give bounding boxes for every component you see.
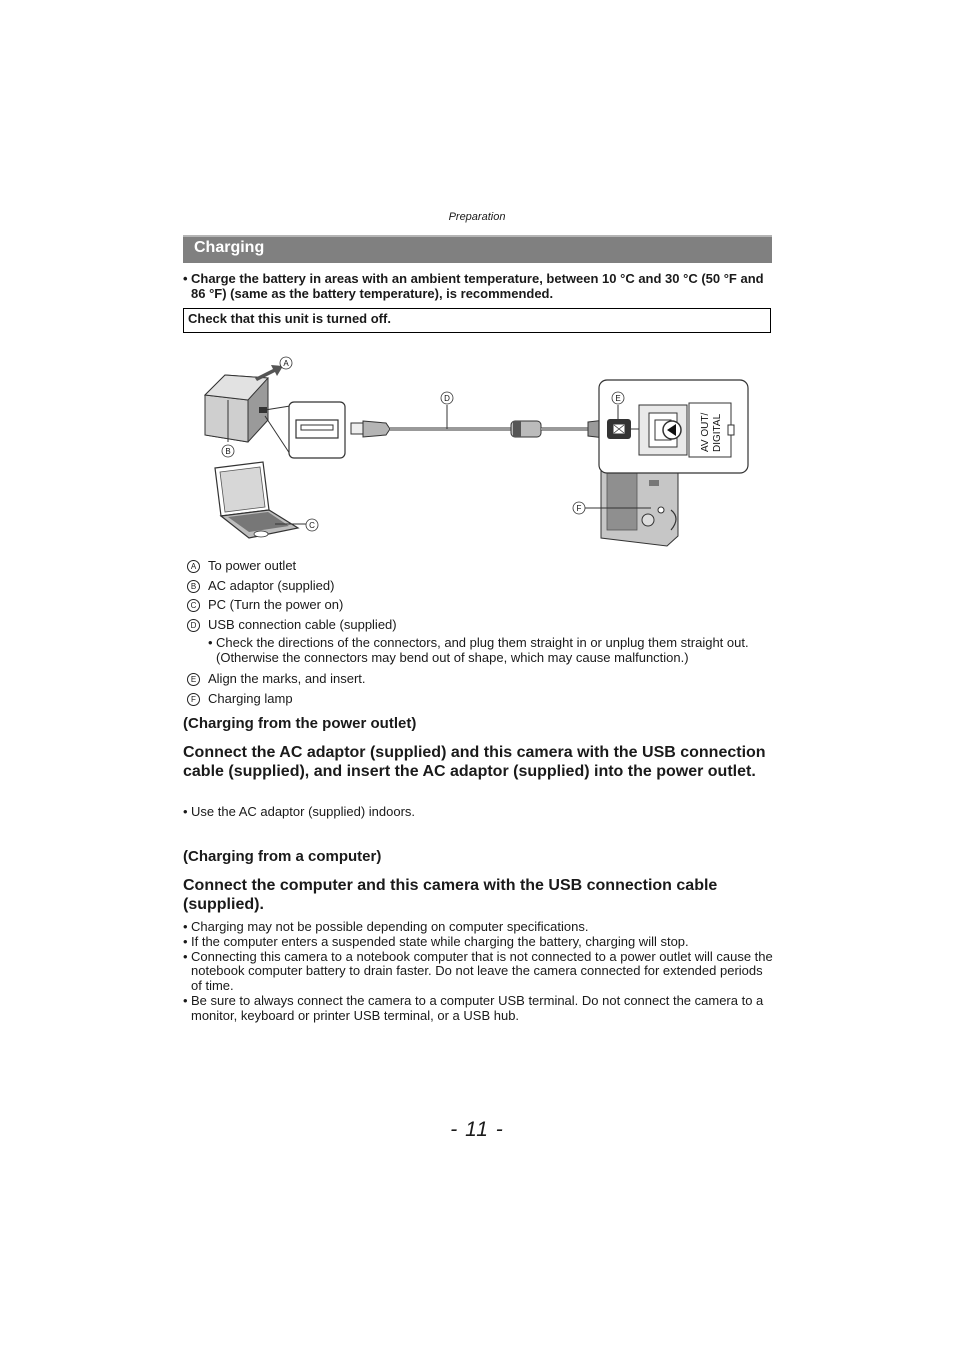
usb-plug-inset xyxy=(265,402,345,458)
legend-text: Align the marks, and insert. xyxy=(208,671,366,686)
callout-c xyxy=(306,519,318,531)
callout-e xyxy=(612,392,624,404)
power-outlet-heading: Connect the AC adaptor (supplied) and this camera with the USB connection cable (supplied), and insert the AC adaptor (supplied) into the power outlet. xyxy=(183,744,766,780)
computer-subheading: (Charging from a computer) xyxy=(183,848,382,865)
power-outlet-note: • Use the AC adaptor (supplied) indoors. xyxy=(183,805,775,820)
diagram-legend xyxy=(187,557,767,709)
callout-a-letter: A xyxy=(283,359,289,368)
ac-adaptor xyxy=(205,375,268,442)
computer-note: • Be sure to always connect the camera to a computer USB terminal. Do not connect the camera to a monitor, keyboard or printer USB terminal, or a USB hub. xyxy=(183,994,775,1024)
intro-note xyxy=(183,271,775,301)
legend-text: AC adaptor (supplied) xyxy=(208,577,335,593)
power-outlet-subheading: (Charging from the power outlet) xyxy=(183,715,417,732)
legend-text: Charging lamp xyxy=(208,690,293,706)
computer-note: • If the computer enters a suspended state while charging the battery, charging will stop. xyxy=(183,935,775,950)
laptop xyxy=(215,462,298,538)
outlet-arrow xyxy=(255,365,283,381)
legend-letter: C xyxy=(187,599,200,612)
callout-f-letter: F xyxy=(576,504,582,513)
port-label-line1: AV OUT/ xyxy=(700,412,711,452)
legend-note: • Check the directions of the connectors, and plug them straight in or unplug them straight out. (Otherwise the connectors may bend out of shape, which may cause malfunction.) xyxy=(187,635,767,665)
page-number: - 11 - xyxy=(450,1118,504,1141)
section-title: Charging xyxy=(194,239,265,256)
computer-note: • Connecting this camera to a notebook computer that is not connected to a power outlet will cause the notebook computer battery to drain faster. Do not leave the camera connected for extended periods of time. xyxy=(183,950,775,994)
callout-e-letter: E xyxy=(615,394,621,403)
section-title-bar xyxy=(183,235,772,263)
callout-a xyxy=(280,357,292,369)
legend-item xyxy=(187,616,767,636)
usb-cable xyxy=(351,420,609,438)
legend-text: USB connection cable (supplied) xyxy=(208,616,397,632)
legend-letter: A xyxy=(187,560,200,573)
computer-heading: Connect the computer and this camera with the USB connection cable (supplied). xyxy=(183,877,718,913)
legend-letter: D xyxy=(187,619,200,632)
power-outlet-notes xyxy=(183,805,775,820)
intro-bullet: • Charge the battery in areas with an ambient temperature, between 10 °C and 30 °C (50 °F and 86 °F) (same as the battery temperature), is recommended. xyxy=(183,271,775,301)
callout-c-letter: C xyxy=(309,521,315,530)
legend-letter: E xyxy=(187,673,200,686)
port-label-line2: DIGITAL xyxy=(712,413,723,452)
legend-item xyxy=(187,596,767,616)
legend-item xyxy=(187,690,767,710)
legend-letter: F xyxy=(187,693,200,706)
legend-item xyxy=(187,670,767,690)
computer-notes xyxy=(183,920,775,1024)
computer-note: • Charging may not be possible depending on computer specifications. xyxy=(183,920,775,935)
running-header: Preparation xyxy=(448,211,506,223)
legend-item xyxy=(187,577,767,597)
callout-b-letter: B xyxy=(225,447,231,456)
legend-item xyxy=(187,557,767,577)
callout-d xyxy=(441,392,453,404)
callout-b xyxy=(222,445,234,457)
legend-text: PC (Turn the power on) xyxy=(208,597,344,612)
callout-d-letter: D xyxy=(444,394,450,403)
legend-letter: B xyxy=(187,580,200,593)
legend-text: To power outlet xyxy=(208,558,297,573)
callout-f xyxy=(573,502,585,514)
connection-diagram xyxy=(183,350,772,555)
check-box: Check that this unit is turned off. xyxy=(183,308,771,333)
